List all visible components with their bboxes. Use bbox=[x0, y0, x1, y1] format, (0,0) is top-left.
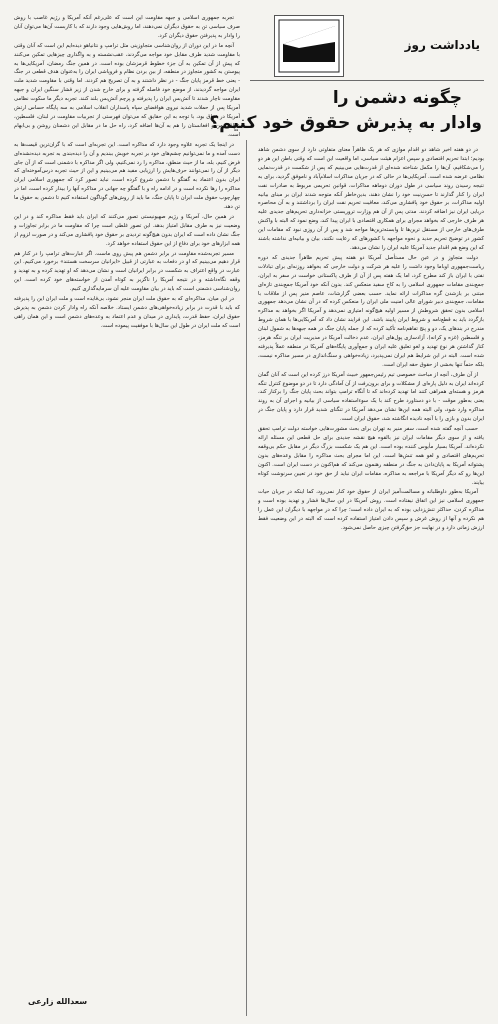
article-paragraph: در دو هفته اخیر شاهد دو اقدام موازی که هر یک ظاهراً معنای متفاوتی دارد از سوی دشمن شاهد بودیم؛ ابتدا تحریم اقتصادی و سپس اعزام هیئت سیاسی، اما واقعیت این است که وقتی باطن این هر دو را می‌شکافیم، آن‌ها را مکمل شناخته شده‌ای از قدرت‌هایی می‌بینیم که پس از شکست در قدرت‌نمایی نظامی عرضه شده است. آمریکایی‌ها در حالی که در جریان مذاکرات اسلام‌آباد و ناموفق گردید، برای به نتیجه رسیدن روند سیاسی در طول دوران دوماهه مذاکرات، قوانین تحریمی مربوط به صادرات نفت ایران را کنار گذارند تا حسن‌نیت خود را نشان دهند، بدین‌خاطر آنکه متوجه شدند ایران بر مبنای بیانیه اولیه مذاکرات، بر حقوق خود پافشاری می‌کند، معافیت تحریم نفت ایران را برداشتند و به آن محاصره دریایی ایران نیز اضافه کردند. مدتی پس از آن هم وزارت تروریستی خزانه‌داری تحریم‌های جدیدی علیه هر طرف خارجی که بخواهد مجرای برای همکاری اقتصادی با ایران پیدا کند، وضع نمود که البته با واکنش طرف‌های خارجی از مستقل ترین‌ها تا وابسته‌ترین‌ها مواجه شد و پس از آن روزی نبود که مقامات این کشور در توضیح تحریم جدید و نحوه مواجهه با کشورهای که رعایت نکنند، بیان و بیانیه‌ای نداشته باشند که این وضع هم اقدام جدید آمریکا علیه ایران را نشان می‌دهد. bbox=[258, 147, 484, 251]
article-paragraph: از آن طرف، آنچه از مباحث خصوصی تیم رئیس‌جمهور خبیث آمریکا درز کرده این است که آنان گمان کرده‌اند ایران به دلیل پاره‌ای از مشکلات و برای برون‌رفت از آن آمادگی دارد تا در دو موضوع کنترل تنگه هرمز و هسته‌ای همراهی کنند اما تهدید کرده‌اند که تا آنگاه ترامپ بتواند بحث پایان جنگ را برکنار کند، یعنی به‌طور موقت - با دو دستاورد طرح کند با یک سوءاستفاده سیاسی از بیانیه و اجرای آن به روند مذاکره وارد شود، ولی البته همه این‌ها نشان می‌دهد آمریکا در تنگنای شدید قرار دارد و پایان جنگ در ایران بدون و بازی را با آنچه نادیده انگاشته شد، حقوق ایران است. bbox=[258, 371, 484, 423]
article-paragraph: در اینجا یک تجربه علاوه وجود دارد که مذاکره است. این تجربه‌ای است که با گران‌ترین قیمت‌ها به دست آمده و ما نمی‌توانیم چشم‌های خود بر تجربه خویش ببندیم و آن را دیده‌بندی به تجربه دیده‌نشده‌ای فرض کنیم، بله، ما از حیث منطق، مذاکره را رد نمی‌کنیم، ولی اگر مذاکره با دشمنی است که از آن جای دیگر از آن را نمی‌توانند حرف‌هایش را ارزیابی مفید هم می‌بینیم و این از حیث تجربه درس‌آموخته‌ای که ایران بدون اعتماد به گفتگو با دشمن شروع کرده است، نباید تصور کرد که جمهوری اسلامی ایران مذاکره را رها نکرده است و در ادامه راه و با گفتگو چه جهانی در مذاکره آنها را بیدار کرده است، اما در چهارچوب حقوق ملت ایران تا پایان جنگ، ما باید از روش‌های گوناگون استفاده کنیم تا دشمن به حقوق ما تن دهد. bbox=[14, 141, 240, 211]
article-paragraph: مسیر تجربه‌شده مقاومت در برابر دشمن هم پیش روی ماست. اگر عبارت‌های ترامپ را در کنار هم قرار دهیم می‌بینیم که او در دفعات به عبارتی از قبیل «ایرانیان سرسخت هستند» برخورد می‌کنیم. این عبارت در واقع اعتراف به شکست در برابر ایرانیان است و نشان می‌دهد که او تهدید کرده و به تهدید و وقفه نگاه‌داشته و در نتیجه آمریکا را ناگزیر به کوتاه آمدن از خواسته‌های خود کرده است. این روان‌شناسی دشمنی است که باید در بیان مقاومت علیه آن سرمایه‌گذاری کنیم. bbox=[14, 250, 240, 293]
section-kicker: یادداشت روز bbox=[404, 38, 480, 52]
article-paragraph: آمریکا به‌طور داوطلبانه و مسالمت‌آمیز ایران از حقوق خود کنار نمی‌رود، کما اینکه در جریان حیات جمهوری اسلامی نیز این اتفاق نیفتاده است. روش آمریکا در این سال‌ها فشار و تهدید بوده است و مذاکره کردن، حداکثر تنش‌زدایی بوده که به ایران داده است؛ چرا که در مواجهه با دیگران این عمل را هم نکرده و آنها از روش غرش و سپس دادن امتیاز استفاده کرده است که البته در این وضعیت فقط ارزش زمانی دارد و در نهایت جز حق‌گرفتن چیزی حاصل نمی‌شود. bbox=[258, 489, 484, 532]
column-divider bbox=[246, 140, 247, 1016]
headline-line-2: وادار به پذیرش حقوق خود کنیم؟ bbox=[209, 113, 482, 133]
article-column-left bbox=[14, 14, 240, 989]
header-rule bbox=[250, 80, 484, 81]
author-name: سعدالله زارعی bbox=[28, 997, 88, 1006]
article-paragraph: در همین حال، آمریکا و رژیم صهیونیستی تصور می‌کنند که ایران باید فقط مذاکره کند و در این وضعیت نیز به طرف مقابل امتیاز بدهد. این تصور غلطی است چرا که مقاومت ما در برابر تجاوزات و جنگ نشان داده است که ایران بدون هیچ‌گونه تردیدی بر حقوق خود پافشاری می‌کند و در صورت لزوم از همه ابزارهای خود برای دفاع از این حقوق استفاده خواهد کرد. bbox=[14, 213, 240, 247]
article-paragraph: در این میان، مذاکره‌ای که به حقوق ملت ایران منجر نشود، بی‌فایده است و ملت ایران این را پذیرفته که باید با قدرت در برابر زیاده‌خواهی‌های دشمن ایستاد. خلاصه آنکه راه وادار کردن دشمن به پذیرش حقوق ایران، حفظ قدرت، پایداری در میدان و عدم اعتماد به وعده‌های دشمن است و این همان راهی است که ملت ایران در طول این سال‌ها با موفقیت پیموده است. bbox=[14, 296, 240, 329]
article-paragraph: حسب آنچه گفته شده است، سفر منیر به تهران برای بحث مشورت‌هایی خواسته دولت ترامپ تحقق یافته و از سوی دیگر مقامات ایران نیز بالقوه هیچ نقشه جدیدی برای حل قطعی این مسئله ارائه نکرده‌اند. آمریکا بسیار مأیوس کننده بوده است. این هم یک شکست بزرگ دیگر در مقابل حکم بی‌وقفه تحریم‌های اقتصادی و لغو همه تنش‌ها است. این اما مجرای بحث مذاکره را مقابل وعده‌های بدون پشتوانه آمریکا به پایان‌دادن به جنگ در منطقه رهنمون می‌کند که هم‌اکنون در دست ایران است. اکنون این‌ها رو که دیگر آمریکا با مراجعه به مذاکره، مقامات ایران نباید از حق خود در تعیین سرنوشت کوتاه بیایند. bbox=[258, 426, 484, 486]
article-paragraph: تجربه جمهوری اسلامی و جبهه مقاومت این است که علی‌رغم آنکه آمریکا و رژیم غاصب با روش صرف سیاسی تن به حقوق دیگران نمی‌دهند، اما روش‌هایی وجود دارند که با کاربست آن‌ها می‌توان آنان را وادار به پذیرفتن حقوق دیگران کرد. bbox=[14, 15, 240, 39]
article-paragraph: آنچه ما در این دوران از روان‌شناسی متجاوزینی مثل ترامپ و نتانیاهو دیده‌ایم این است که آنان وقتی با مقاومت شدید طرف مقابل خود مواجه می‌گردند، عقب‌نشسته و به واگذاری چیزهایی تمکین می‌کنند که پیش از آن تمکین به آن جزء خطوط قرمزشان بوده است. در همین جنگ رمضان، آمریکایی‌ها به پیوستن به کشور متجاوز در منطقه، از بین بردن نظام و فروپاشی ایران را به‌عنوان هدف قطعی در جنگ - یعنی خط قرمز پایان جنگ - در نظر داشتند و به آن تصریح هم کردند. اما وقتی با مقاومت شدید ملت ایران مواجه گردیدند، از موضع خود فاصله گرفته و برای خارج شدن از زیر فشار سنگین ایران و جبهه مقاومت ناچار شدند تا آتش‌بس ایران را پذیرفته و پرچم آتش‌بس بلند کنند. تجربه دیگر ما سکوت نظامی آمریکا پس از حملات شدید نیروی هوافضای سپاه پاسداران انقلاب اسلامی به سه پایگاه حساس ارتش آمریکا در عراق بود، با توجه به این حقایق که می‌توان فهرستی از تجربیات مقاومت در لبنان، فلسطین، عراق، یمن و افغانستان را هم به آن‌ها اضافه کرد، راه حل ما در مقابل این دشمنان روشن و بی‌ابهام است. bbox=[14, 42, 240, 138]
article-column-right bbox=[258, 146, 484, 1012]
article-paragraph: دولت متجاوز و در عین حال مستأصل آمریکا دو هفته پیش تحریم ظاهراً جدیدی که دوره ریاست‌جمهوری اوباما وجود داشت را علیه هر شرکت و دولت خارجی که بخواهد روزنه‌ای برای تبادلات نفتی با ایران باز کند مطرح کرد، اما یک هفته پس از آن از طرف پاکستانی خواست در سفر به ایران، جمع‌بندی مقامات جمهوری اسلامی را به کاخ سفید منعکس کند. بدون آنکه خود آمریکا جمع‌بندی تازه‌ای مبتنی بر بازشدن گره مذاکرات ارائه نماید. حسب بعضی گزارشات، عاصم منیر پس از ملاقات با مقامات، جمع‌بندی دبیر شورای عالی امنیت ملی ایران را منعکس کرده که در آن نشان می‌دهد جمهوری اسلامی بدون تحقق شروطش از مسیر اولیه هیچ‌گونه امتیازی نمی‌دهد و آمریکا اگر بخواهد به مذاکره بازگردد باید به قطع‌نامه و شروط ایران پایبند باشد. این فرایند نشان داد که آمریکایی‌ها با همان شروط مندرج در بندهای یک، دو و پنج تفاهم‌نامه تأکید کرده که از جمله پایان جنگ در همه جبهه‌ها به شمول لبنان و فلسطین (غزه و کرانه)، آزادسازی پول‌های ایران، عدم دخالت آمریکا در مدیریت ایران بر تنگه هرمز، کنار گذاشتن هر نوع تهدید و لغو تعلیق علیه ایران و جمع‌آوری پایگاه‌های آمریکا در منطقه عملاً پذیرفته شده است. البته در این شرایط هم ایران نمی‌پذیرد، زیاده‌خواهی و سنگ‌اندازی در مسیر مذاکره نیست، بلکه حتماً تنها بخشی از حقوق حقه ایران است. bbox=[258, 254, 484, 368]
section-logo bbox=[274, 15, 344, 77]
headline-line-1: چگونه دشمن را bbox=[332, 88, 462, 108]
